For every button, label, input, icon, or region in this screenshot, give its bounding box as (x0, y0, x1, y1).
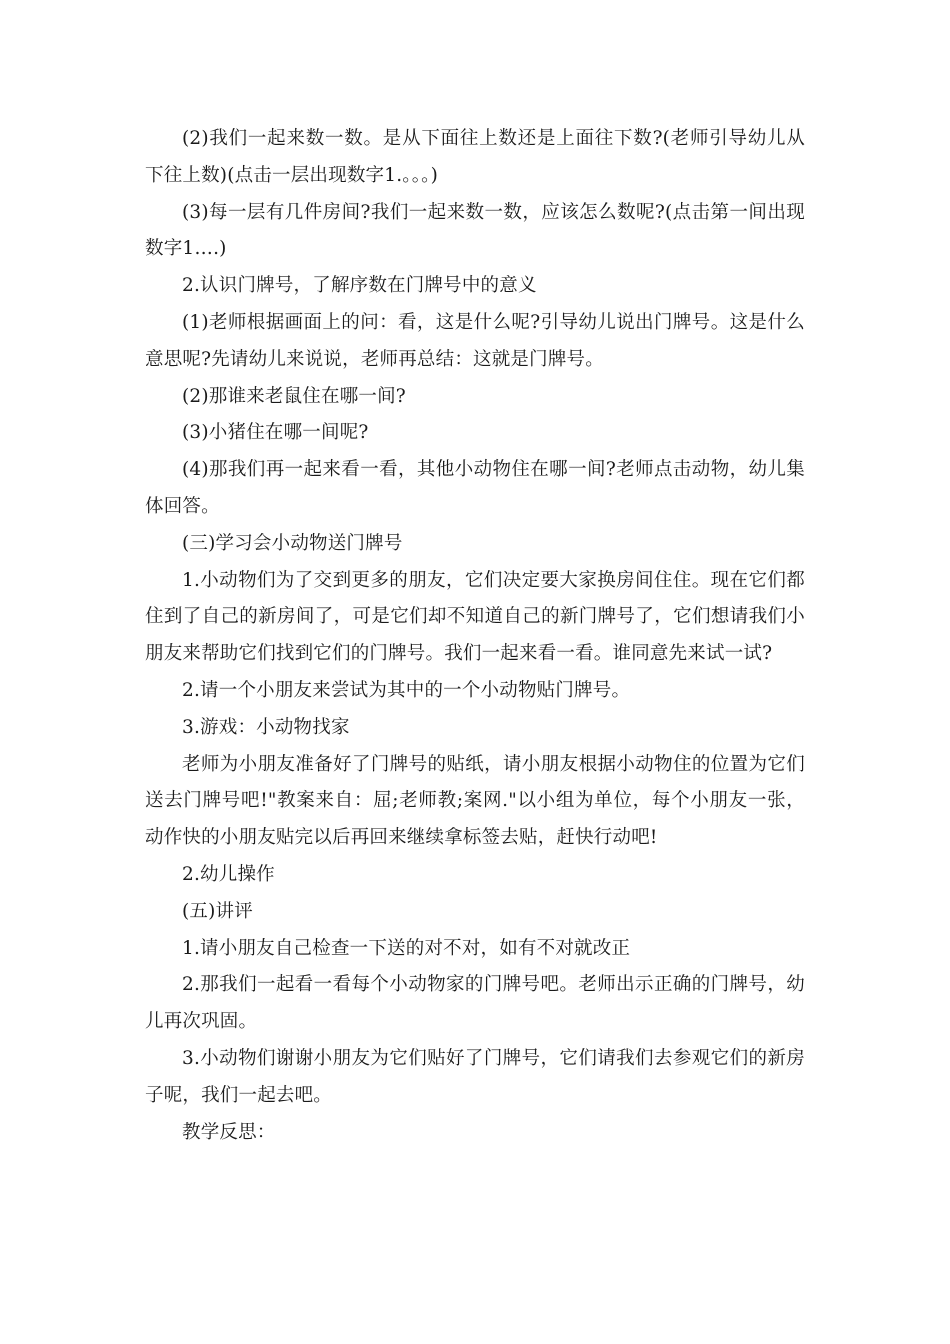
paragraph-other-animals: (4)那我们再一起来看一看，其他小动物住在哪一间?老师点击动物，幼儿集体回答。 (145, 459, 805, 517)
paragraph-game-title: 3.游戏：小动物找家 (182, 716, 350, 738)
section-heading-door-numbers: 2.认识门牌号，了解序数在门牌号中的意义 (182, 275, 537, 297)
paragraph-game-instructions: 老师为小朋友准备好了门牌号的贴纸，请小朋友根据小动物住的位置为它们送去门牌号吧!"教案来自：屈;老师教;案网."以小组为单位，每个小朋友一张，动作快的小朋友贴完以后再回来继续拿标签去贴，赶快行动吧! (145, 753, 805, 849)
paragraph-teaching-reflection: 教学反思： (182, 1121, 276, 1143)
section-heading-send-door-numbers: (三)学习会小动物送门牌号 (182, 532, 403, 554)
paragraph-show-correct: 2.那我们一起看一看每个小动物家的门牌号吧。老师出示正确的门牌号，幼儿再次巩固。 (145, 974, 805, 1033)
paragraph-what-is-door-number: (1)老师根据画面上的问：看，这是什么呢?引导幼儿说出门牌号。这是什么意思呢?先请幼儿来说说，老师再总结：这就是门牌号。 (145, 311, 805, 370)
paragraph-self-check: 1.请小朋友自己检查一下送的对不对，如有不对就改正 (182, 937, 631, 959)
paragraph-counting-floors: (2)我们一起来数一数。是从下面往上数还是上面往下数?(老师引导幼儿从下往上数)(点击一层出现数字1.。。。) (145, 128, 805, 186)
paragraph-counting-rooms: (3)每一层有几件房间?我们一起来数一数，应该怎么数呢?(点击第一间出现数字1….) (145, 201, 805, 260)
paragraph-mouse-room: (2)那谁来老鼠住在哪一间? (182, 385, 406, 407)
paragraph-visit-houses: 3.小动物们谢谢小朋友为它们贴好了门牌号，它们请我们去参观它们的新房子呢，我们一起去吧。 (145, 1047, 805, 1106)
paragraph-child-operation: 2.幼儿操作 (182, 863, 275, 885)
document-body (145, 121, 805, 1151)
paragraph-pig-room: (3)小猪住在哪一间呢? (182, 422, 369, 444)
paragraph-animals-move: 1.小动物们为了交到更多的朋友，它们决定要大家换房间住住。现在它们都住到了自己的新房间了，可是它们却不知道自己的新门牌号了，它们想请我们小朋友来帮助它们找到它们的门牌号。我们一起来看一看。谁同意先来试一试? (145, 569, 805, 665)
paragraph-child-attempt: 2.请一个小朋友来尝试为其中的一个小动物贴门牌号。 (182, 679, 631, 701)
section-heading-review: (五)讲评 (182, 900, 253, 922)
